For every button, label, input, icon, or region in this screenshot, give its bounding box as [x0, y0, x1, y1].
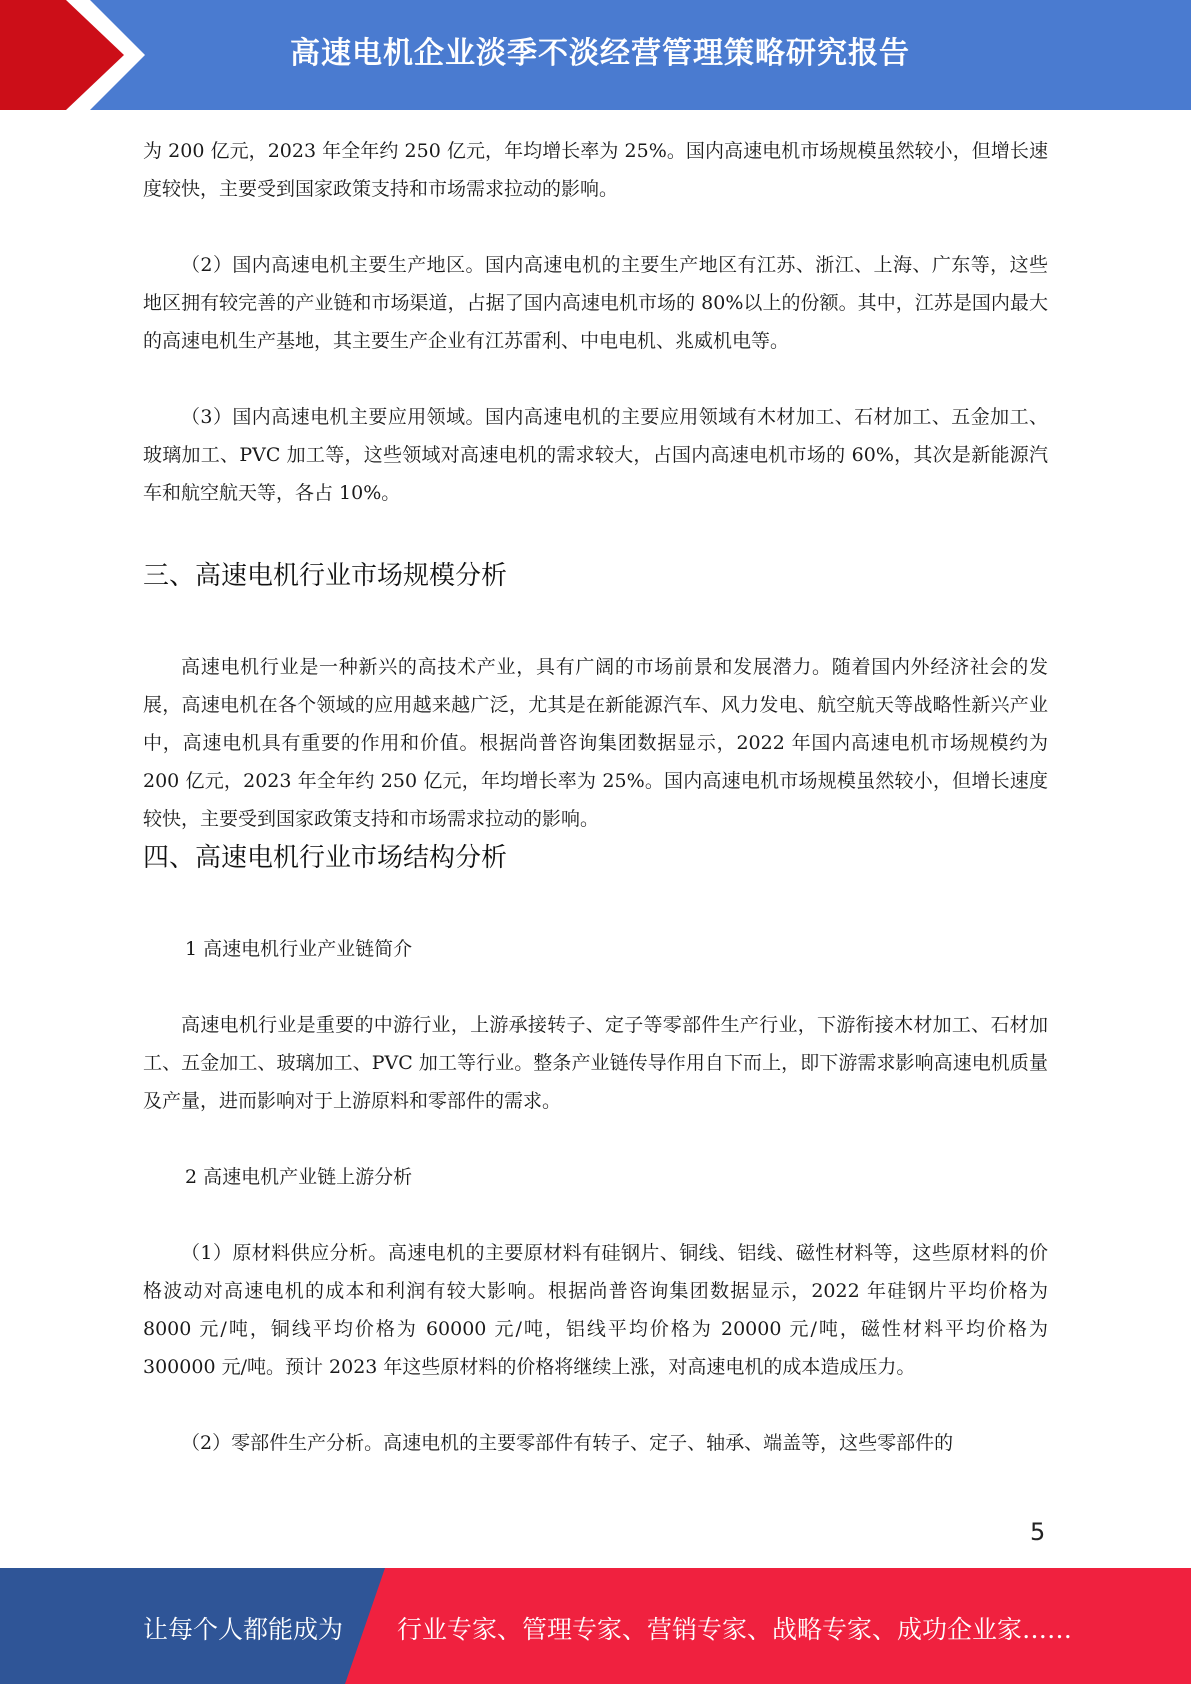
heading-market-structure: 四、高速电机行业市场结构分析 — [143, 843, 508, 873]
paragraph-raw-materials: （1）原材料供应分析。高速电机的主要原材料有硅钢片、铜线、铝线、磁性材料等，这些原材料的价格波动对高速电机的成本和利润有较大影响。根据尚普咨询集团数据显示，2022 年硅钢片平均价格为 8000 元/吨，铜线平均价格为 60000 元/吨，铝线平均价格为 20000 元/吨，磁性材料平均价格为 300000 元/吨。预计 2023 年这些原材料的价格将继续上涨，对高速电机的成本造成压力。 — [143, 1242, 1048, 1378]
paragraph-market-scale: 高速电机行业是一种新兴的高技术产业，具有广阔的市场前景和发展潜力。随着国内外经济社会的发展，高速电机在各个领域的应用越来越广泛，尤其是在新能源汽车、风力发电、航空航天等战略性新兴产业中，高速电机具有重要的作用和价值。根据尚普咨询集团数据显示，2022 年国内高速电机市场规模约为 200 亿元，2023 年全年约 250 亿元，年均增长率为 25%。国内高速电机市场规模虽然较小，但增长速度较快，主要受到国家政策支持和市场需求拉动的影响。 — [143, 656, 1048, 830]
document-body — [143, 132, 1048, 1462]
page-footer — [0, 1568, 1191, 1684]
header-arrow-decoration — [0, 0, 160, 110]
paragraph-industry-chain: 高速电机行业是重要的中游行业，上游承接转子、定子等零部件生产行业，下游衔接木材加工、石材加工、五金加工、玻璃加工、PVC 加工等行业。整条产业链传导作用自下而上，即下游需求影响高速电机质量及产量，进而影响对于上游原料和零部件的需求。 — [143, 1014, 1048, 1112]
page-header — [0, 0, 1191, 110]
paragraph-components: （2）零部件生产分析。高速电机的主要零部件有转子、定子、轴承、端盖等，这些零部件的 — [181, 1432, 954, 1454]
page-number: 5 — [1030, 1518, 1046, 1546]
footer-slogan-right: 行业专家、管理专家、营销专家、战略专家、成功企业家…… — [397, 1615, 1073, 1644]
paragraph-application-fields: （3）国内高速电机主要应用领域。国内高速电机的主要应用领域有木材加工、石材加工、五金加工、玻璃加工、PVC 加工等，这些领域对高速电机的需求较大，占国内高速电机市场的 60%，其次是新能源汽车和航空航天等，各占 10%。 — [143, 406, 1048, 504]
footer-slogan-left: 让每个人都能成为 — [143, 1615, 344, 1644]
subheading-upstream: 2 高速电机产业链上游分析 — [185, 1166, 413, 1188]
subheading-industry-chain: 1 高速电机行业产业链简介 — [185, 938, 413, 960]
header-title: 高速电机企业淡季不淡经营管理策略研究报告 — [290, 36, 910, 71]
paragraph-production-regions: （2）国内高速电机主要生产地区。国内高速电机的主要生产地区有江苏、浙江、上海、广东等，这些地区拥有较完善的产业链和市场渠道，占据了国内高速电机市场的 80%以上的份额。其中，江苏是国内最大的高速电机生产基地，其主要生产企业有江苏雷利、中电电机、兆威机电等。 — [143, 254, 1048, 352]
paragraph-intro: 为 200 亿元，2023 年全年约 250 亿元，年均增长率为 25%。国内高速电机市场规模虽然较小，但增长速度较快，主要受到国家政策支持和市场需求拉动的影响。 — [143, 140, 1048, 200]
heading-market-scale: 三、高速电机行业市场规模分析 — [143, 561, 508, 591]
